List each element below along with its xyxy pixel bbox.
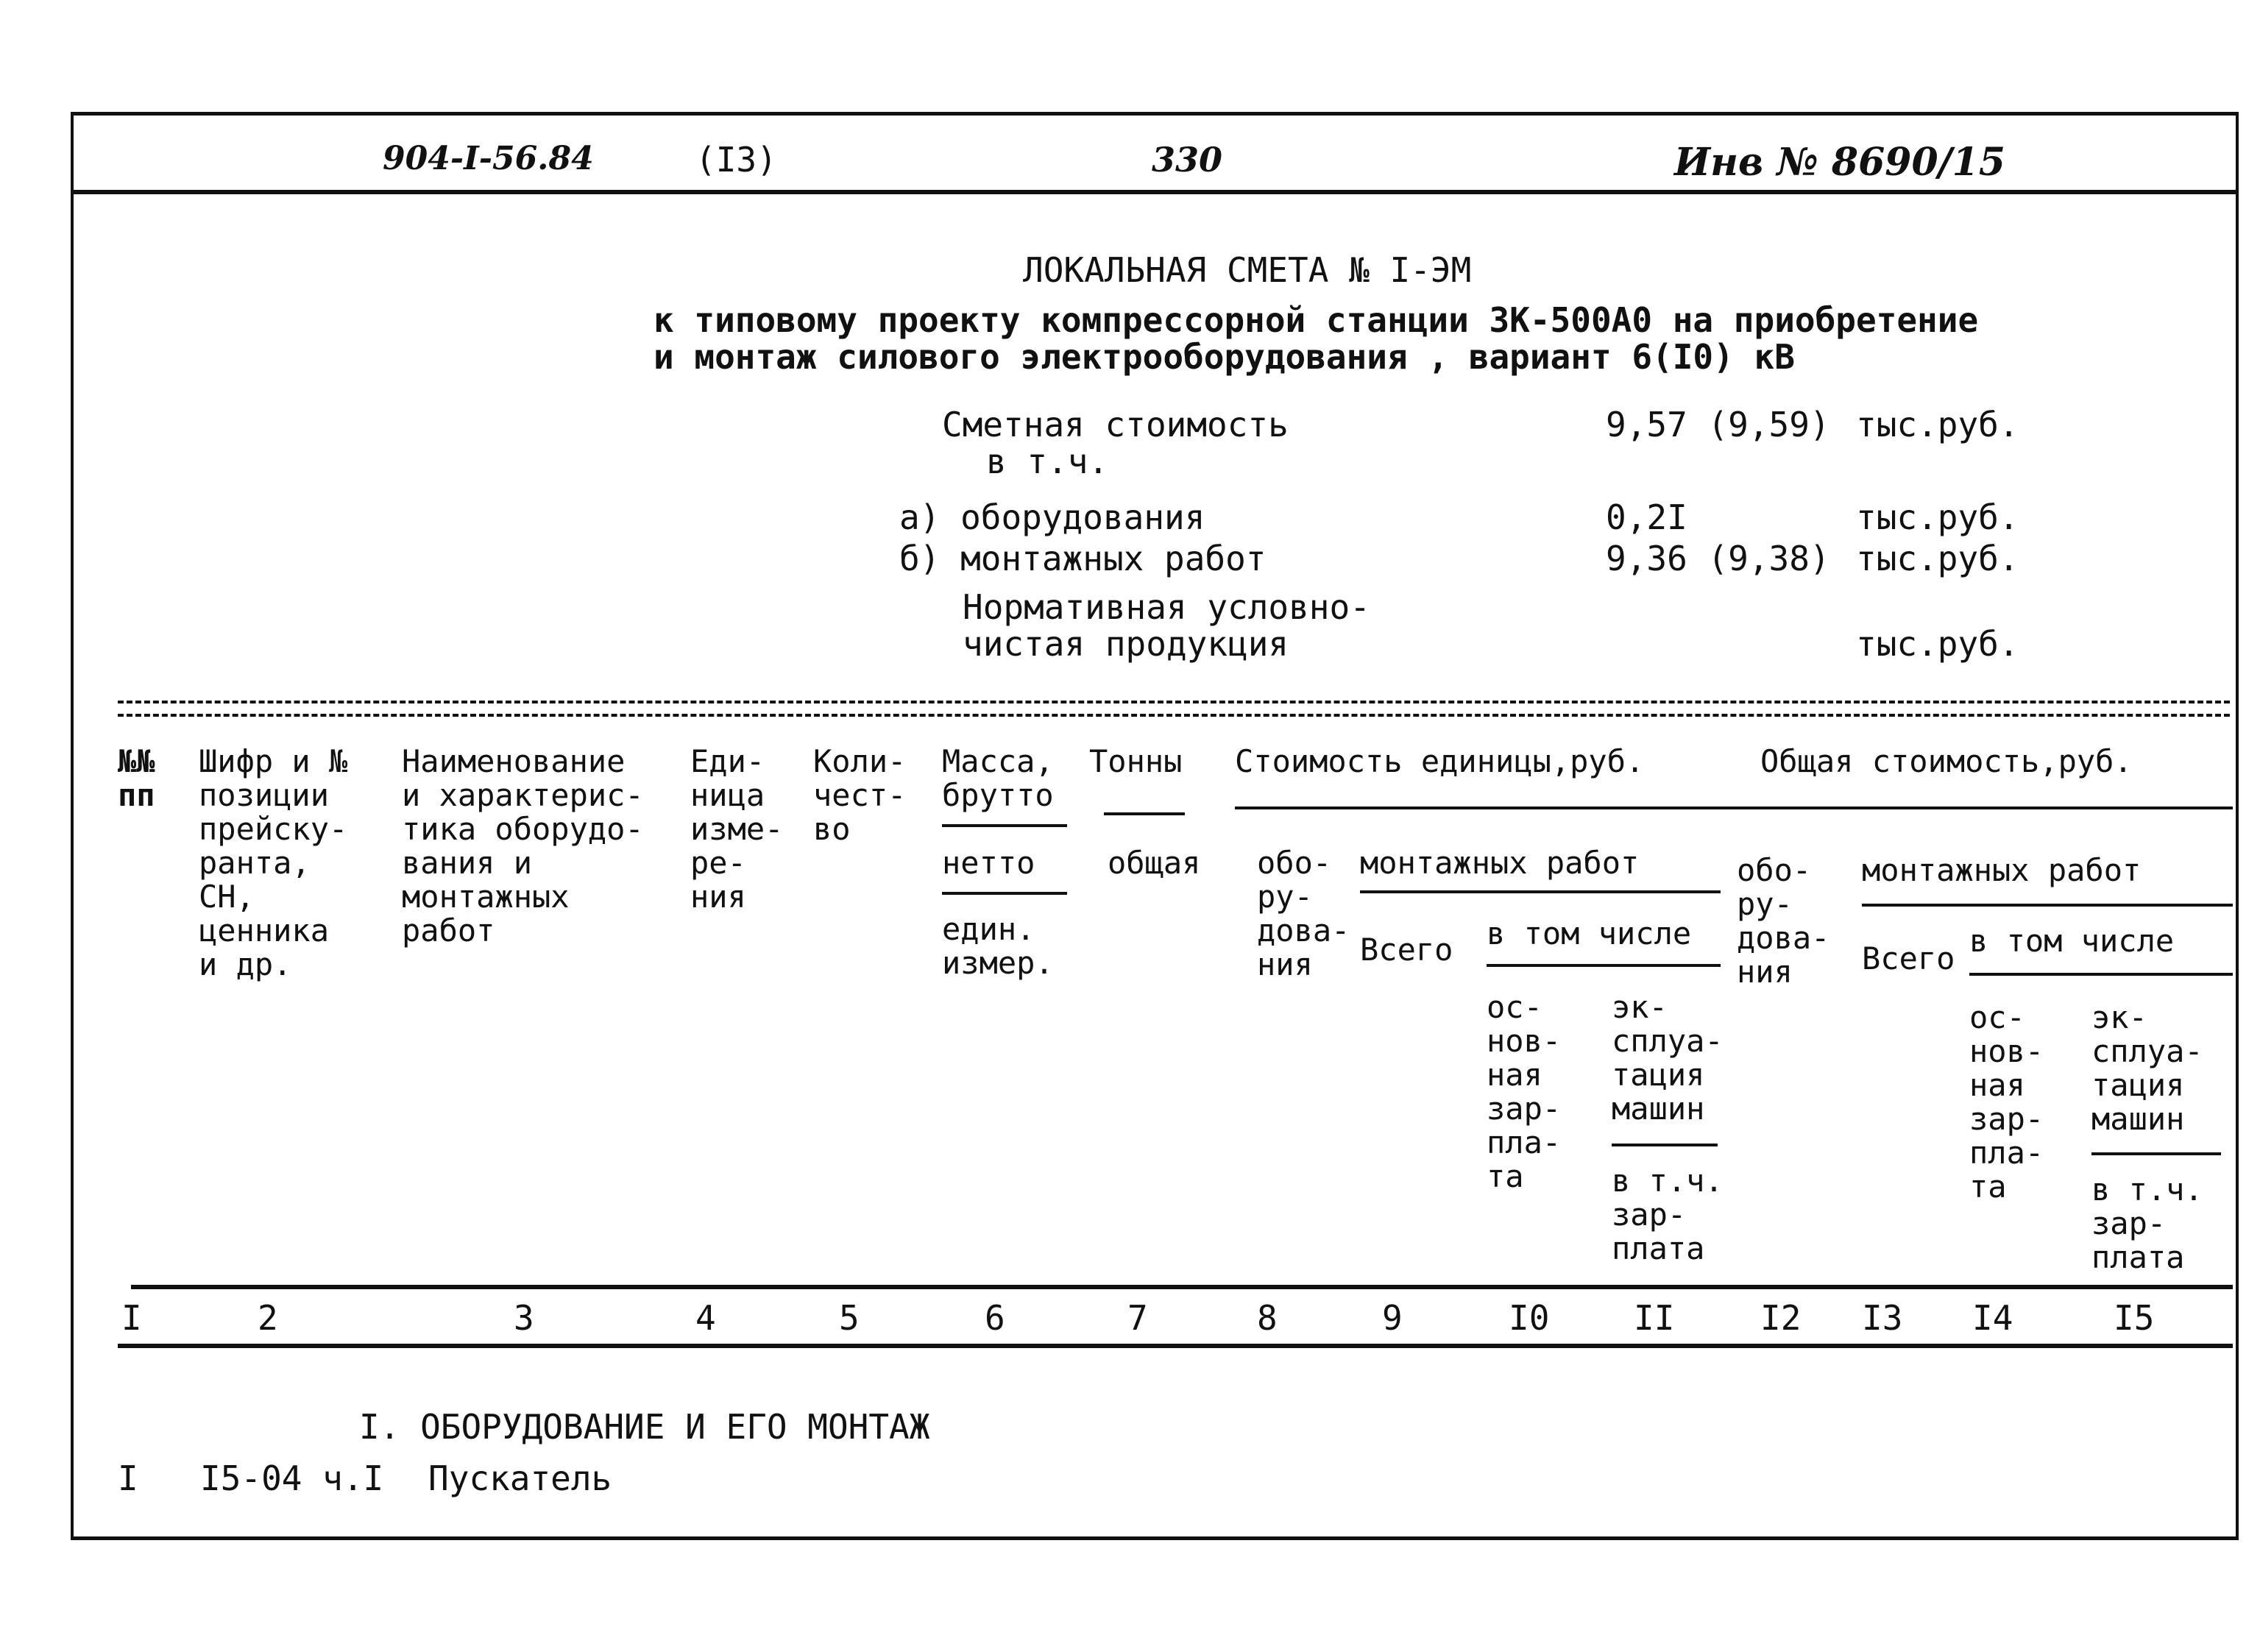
total-total: Всего [1862, 940, 1955, 976]
col-header-code: Шифр и № позиции прейску- ранта, СН, ценника и др. [199, 743, 348, 982]
total-cost-group: Общая стоимость,руб. [1760, 743, 2133, 779]
col-header-num: №№ пп [118, 743, 155, 813]
tons-divider [1104, 812, 1185, 815]
col-header-tons: Тонны [1089, 743, 1183, 779]
normative-label-1: Нормативная условно- [963, 587, 1370, 627]
normative-unit: тыс.руб. [1856, 624, 2019, 664]
total-incl-wage: в т.ч. зар- плата [2091, 1171, 2203, 1275]
row-name: Пускатель [428, 1458, 612, 1498]
col-header-mass-gross: Масса, брутто [942, 743, 1054, 813]
total-install-divider [1862, 904, 2233, 907]
cost-unit: тыс.руб. [1856, 405, 2019, 444]
header-bottom-line [71, 190, 2239, 194]
column-numbers-rule [118, 1344, 2233, 1348]
unit-cost-group: Стоимость единицы,руб. [1235, 743, 1645, 779]
unit-machine-divider [1612, 1144, 1718, 1146]
unit-incl-divider [1487, 964, 1721, 967]
cost-group-divider [1235, 806, 2233, 809]
frame-top-line [71, 112, 2239, 116]
col-header-mass-net: нетто [942, 845, 1035, 881]
column-number: 8 [1257, 1298, 1278, 1338]
unit-installation-works: монтажных работ [1360, 845, 1640, 881]
estimate-subtitle-2: и монтаж силового электрооборудования , вариант 6(I0) кВ [653, 337, 1795, 377]
col-header-name: Наименование и характерис- тика оборудо- вания и монтажных работ [402, 743, 644, 949]
col-header-unit: Еди- ница изме- ре- ния [690, 743, 784, 915]
column-number: 4 [695, 1298, 716, 1338]
frame-left-line [71, 112, 74, 1539]
column-number: I2 [1760, 1298, 1802, 1338]
column-number: 5 [839, 1298, 860, 1338]
equipment-label: а) оборудования [899, 497, 1205, 537]
table-top-rule [118, 701, 2230, 717]
estimate-title: ЛОКАЛЬНАЯ СМЕТА № I-ЭМ [1023, 250, 1472, 290]
unit-base-wage: ос- нов- ная зар- пла- та [1487, 989, 1562, 1194]
equipment-unit: тыс.руб. [1856, 497, 2019, 537]
column-number: II [1634, 1298, 1675, 1338]
inventory-number: Инв № 8690/15 [1674, 140, 2005, 185]
total-base-wage: ос- нов- ная зар- пла- та [1969, 999, 2044, 1205]
unit-machine-use: эк- сплуа- тация машин [1612, 989, 1724, 1127]
row-code: I5-04 ч.I [200, 1458, 384, 1498]
unit-including: в том числе [1487, 915, 1692, 951]
header-bottom-rule [131, 1285, 2233, 1289]
normative-label-2: чистая продукция [963, 624, 1289, 664]
installation-value: 9,36 (9,38) [1606, 539, 1830, 578]
total-machine-use: эк- сплуа- тация машин [2091, 999, 2203, 1137]
column-number: 3 [514, 1298, 534, 1338]
estimate-subtitle-1: к типовому проекту компрессорной станции ЗК-500А0 на приобретение [653, 300, 1979, 340]
column-number: I0 [1509, 1298, 1550, 1338]
frame-right-line [2236, 112, 2239, 1539]
column-number: 6 [985, 1298, 1005, 1338]
total-including: в том числе [1969, 923, 2175, 959]
row-number: I [118, 1458, 138, 1498]
cost-label: Сметная стоимость [942, 405, 1289, 444]
column-number: I5 [2114, 1298, 2155, 1338]
project-code: 904-I-56.84 [383, 140, 594, 177]
column-number: I4 [1972, 1298, 2013, 1338]
installation-label: б) монтажных работ [899, 539, 1267, 578]
mass-divider-2 [942, 892, 1067, 895]
total-incl-divider [1969, 973, 2233, 976]
column-number: 2 [258, 1298, 278, 1338]
unit-incl-wage: в т.ч. зар- плата [1612, 1163, 1724, 1266]
col-header-tons-total: общая [1108, 845, 1201, 881]
column-number: I3 [1862, 1298, 1903, 1338]
section-title: I. ОБОРУДОВАНИЕ И ЕГО МОНТАЖ [359, 1407, 930, 1447]
mass-divider-1 [942, 824, 1067, 827]
equipment-value: 0,2I [1606, 497, 1687, 537]
frame-bottom-line [71, 1536, 2239, 1540]
unit-install-divider [1360, 890, 1721, 893]
cost-value: 9,57 (9,59) [1606, 405, 1830, 444]
column-number: 7 [1127, 1298, 1148, 1338]
column-number: I [121, 1298, 142, 1338]
total-installation-works: монтажных работ [1862, 852, 2142, 888]
col-header-per-unit: един. измер. [942, 911, 1054, 981]
unit-equipment: обо- ру- дова- ния [1257, 845, 1350, 982]
page-number: 330 [1152, 140, 1223, 180]
col-header-qty: Коли- чест- во [813, 743, 907, 847]
column-number: 9 [1382, 1298, 1403, 1338]
including-label: в т.ч. [986, 442, 1109, 481]
unit-total: Всего [1360, 932, 1453, 968]
total-equipment: обо- ру- дова- ния [1737, 852, 1830, 990]
total-machine-divider [2091, 1152, 2221, 1155]
album-number: (I3) [695, 140, 777, 180]
installation-unit: тыс.руб. [1856, 539, 2019, 578]
